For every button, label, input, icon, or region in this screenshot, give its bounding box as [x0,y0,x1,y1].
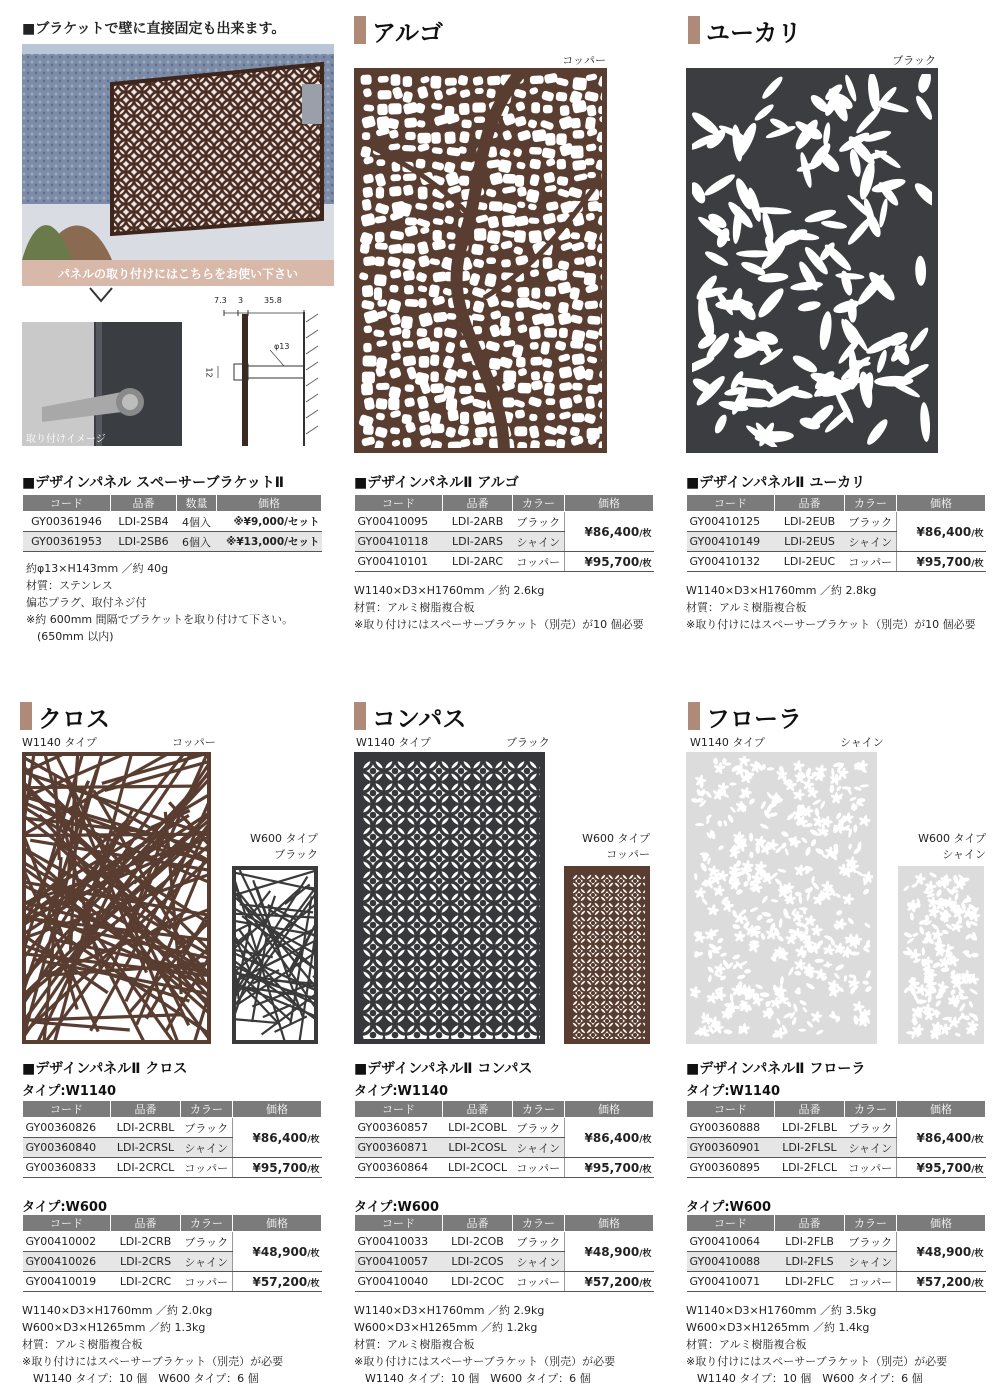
col-header: 価格 [897,1215,986,1232]
cell-part: LDI-2FLCL [775,1158,845,1178]
flora-color-small: シャイン [942,848,986,861]
table-row [355,1118,654,1138]
col-header: コード [23,1101,111,1118]
eucalyptus-title: ■デザインパネルⅡ ユーカリ [686,475,866,491]
note-line: W1140×D3×H1760mm ／約 2.8kg [686,584,877,597]
price-unit: /枚 [971,1278,984,1289]
dim-3: 35.8 [264,296,282,305]
cell-color: コッパー [181,1272,233,1292]
cell-code: GY00410019 [23,1272,111,1292]
cell-part: LDI-2EUS [775,532,845,552]
cross-type1: タイプ:W1140 [22,1084,117,1099]
price-value: ¥95,700 [584,554,640,569]
cell-color: コッパー [513,1272,565,1292]
bracket-notes [26,560,293,645]
price-value: ¥95,700 [252,1160,308,1175]
price-unit: /枚 [639,1278,652,1289]
cell-code: GY00360833 [23,1158,111,1178]
table-row [687,1232,986,1252]
cell-price [565,512,654,552]
cell-price [897,1232,986,1272]
cell-price [565,552,654,572]
col-code: コード [23,495,111,512]
cross-color-big: コッパー [172,736,216,749]
cell-color: コッパー [513,1158,565,1178]
col-header: カラー [845,1215,897,1232]
cell-price [897,512,986,552]
bracket-banner: パネルの取り付けにはこちらをお使い下さい [22,260,334,286]
note-line: ※取り付けにはスペーサーブラケット（別売）が必要 [22,1355,284,1368]
cell-color: シャイン [845,1252,897,1272]
note-line: W600×D3×H1265mm ／約 1.3kg [22,1321,206,1334]
note-line: W1140×D3×H1760mm ／約 3.5kg [686,1304,877,1317]
cell-color: コッパー [845,1272,897,1292]
compass-table-w600 [354,1214,654,1292]
price-value: ¥95,700 [916,554,972,569]
note-line: 材質：アルミ樹脂複合板 [354,1338,475,1351]
cell-code: GY00410057 [355,1252,443,1272]
eucalyptus-color-label: ブラック [892,54,936,67]
cell-color: コッパー [513,552,565,572]
cell-part: LDI-2SB4 [111,512,177,532]
cell-code: GY00360901 [687,1138,775,1158]
chevron-down-icon [88,286,114,308]
compass-title: ■デザインパネルⅡ コンパス [354,1061,533,1077]
note-line: ※取り付けにはスペーサーブラケット（別売）が必要 [686,1355,948,1368]
cell-color: シャイン [513,1252,565,1272]
price-value: ¥86,400 [252,1130,308,1145]
note-line: W1140×D3×H1760mm ／約 2.6kg [354,584,545,597]
note-line: W1140×D3×H1760mm ／約 2.0kg [22,1304,213,1317]
cell-part: LDI-2ARS [443,532,513,552]
cell-color: シャイン [845,1138,897,1158]
col-header: コード [23,1215,111,1232]
section-marker [20,702,32,730]
cell-color: ブラック [513,1118,565,1138]
col-price: 価格 [217,495,322,512]
cell-code: GY00410040 [355,1272,443,1292]
section-name: コンパス [372,704,467,733]
cell-part: LDI-2FLB [775,1232,845,1252]
cell-part: LDI-2CRC [111,1272,181,1292]
cell-code: GY00360871 [355,1138,443,1158]
compass-type2: タイプ:W600 [354,1200,440,1215]
cell-code: GY00361953 [23,532,111,552]
note-line: W600×D3×H1265mm ／約 1.4kg [686,1321,870,1334]
note-line: (650mm 以内) [26,630,114,643]
bracket-photo [22,322,182,446]
flora-color-big: シャイン [840,736,884,749]
cell-color: ブラック [845,1232,897,1252]
cell-part: LDI-2FLSL [775,1138,845,1158]
table-row [355,1158,654,1178]
table-row [687,1118,986,1138]
cross-panel-small [232,866,318,1044]
col-header: 品番 [111,1215,181,1232]
compass-type1: タイプ:W1140 [354,1084,449,1099]
col-header: カラー [181,1215,233,1232]
cell-part: LDI-2EUB [775,512,845,532]
section-marker [688,702,700,730]
cross-type-big: W1140 タイプ [22,736,97,749]
col-header: 価格 [565,1101,654,1118]
cell-color: シャイン [181,1252,233,1272]
cell-code: GY00360895 [687,1158,775,1178]
cell-color: シャイン [181,1138,233,1158]
price-unit: /枚 [307,1248,320,1259]
cross-type-small: W600 タイプ [250,832,318,845]
cell-price [897,1158,986,1178]
cross-panel-image [22,752,211,1044]
col-header: カラー [513,1101,565,1118]
price-unit: /枚 [971,1164,984,1175]
section-marker [354,16,366,44]
note-line: W1140×D3×H1760mm ／約 2.9kg [354,1304,545,1317]
cell-color: コッパー [845,1158,897,1178]
note-line: ※取り付けにはスペーサーブラケット（別売）が必要 [354,1355,616,1368]
cell-part: LDI-2ARB [443,512,513,532]
compass-table-w1140 [354,1100,654,1178]
note-line: 偏芯プラグ、取付ネジ付 [26,596,147,609]
price-value: ¥48,900 [916,1244,972,1259]
price-unit: /枚 [639,1134,652,1145]
section-name: フローラ [706,704,802,733]
cell-part: LDI-2ARC [443,552,513,572]
col-header: カラー [845,495,897,512]
cross-color-small: ブラック [274,848,318,861]
col-header: カラー [845,1101,897,1118]
argo-color-label: コッパー [562,54,606,67]
price-value: ¥86,400 [584,1130,640,1145]
table-row [687,1272,986,1292]
flora-type-big: W1140 タイプ [690,736,765,749]
note-line: 材質：ステンレス [26,579,113,592]
cell-code: GY00360840 [23,1138,111,1158]
col-header: コード [687,495,775,512]
table-row [23,512,322,532]
col-header: 価格 [897,495,986,512]
bracket-photo-caption: 取り付けイメージ [26,434,106,445]
table-row [23,1232,322,1252]
note-line: 材質：アルミ樹脂複合板 [686,1338,807,1351]
cell-code: GY00410101 [355,552,443,572]
col-header: コード [687,1101,775,1118]
flora-panel-small [898,866,984,1044]
col-qty: 数量 [177,495,217,512]
wall-mount-photo [22,44,334,260]
price-value: ¥57,200 [916,1274,972,1289]
cell-part: LDI-2COC [443,1272,513,1292]
col-header: 品番 [775,1101,845,1118]
note-line: ※約 600mm 間隔でブラケットを取り付けて下さい。 [26,613,294,626]
table-row [687,552,986,572]
col-header: コード [355,1101,443,1118]
price-unit: /枚 [971,528,984,539]
cell-price [233,1158,322,1178]
compass-panel-image [354,752,545,1044]
col-header: カラー [513,1215,565,1232]
price-value: ¥86,400 [916,1130,972,1145]
price-unit: /枚 [971,1134,984,1145]
cell-color: コッパー [845,552,897,572]
cell-color: シャイン [513,1138,565,1158]
section-title-cross [20,700,110,732]
cell-part: LDI-2COS [443,1252,513,1272]
flora-type2: タイプ:W600 [686,1200,772,1215]
section-marker [688,16,700,44]
price-value: ¥57,200 [584,1274,640,1289]
cell-code: GY00410095 [355,512,443,532]
cell-price [233,1232,322,1272]
table-row [687,512,986,532]
note-line: 約φ13×H143mm ／約 40g [26,562,169,575]
note-line: W1140 タイプ：10 個 W600 タイプ：6 個 [22,1372,259,1385]
section-title-argo [354,14,443,46]
price-unit: /枚 [971,558,984,569]
section-name: クロス [38,704,110,733]
price-unit: /枚 [307,1134,320,1145]
bracket-diagram [196,294,326,446]
eucalyptus-notes [686,582,976,633]
col-header: 品番 [443,1215,513,1232]
section-title-flora [688,700,802,732]
compass-notes [354,1302,615,1387]
table-row [687,1158,986,1178]
section-name: ユーカリ [706,18,802,47]
cell-code: GY00410026 [23,1252,111,1272]
note-line: ※取り付けにはスペーサーブラケット（別売）が10 個必要 [354,618,644,631]
cell-qty: 4個入 [177,512,217,532]
price-value: ¥48,900 [584,1244,640,1259]
note-line: 材質：アルミ樹脂複合板 [354,601,475,614]
col-header: 価格 [565,1215,654,1232]
col-header: コード [687,1215,775,1232]
cell-code: GY00410002 [23,1232,111,1252]
section-marker [354,702,366,730]
price-value: ¥86,400 [916,524,972,539]
cell-price [565,1272,654,1292]
cell-color: ブラック [845,1118,897,1138]
note-line: 材質：アルミ樹脂複合板 [686,601,807,614]
cell-part: LDI-2COB [443,1232,513,1252]
flora-table-w600 [686,1214,986,1292]
cell-color: ブラック [513,512,565,532]
flora-type1: タイプ:W1140 [686,1084,781,1099]
table-row [355,552,654,572]
cell-part: LDI-2EUC [775,552,845,572]
cell-code: GY00410071 [687,1272,775,1292]
col-header: コード [355,495,443,512]
section-title-compass [354,700,466,732]
cell-part: LDI-2SB6 [111,532,177,552]
compass-color-big: ブラック [506,736,550,749]
cell-part: LDI-2COBL [443,1118,513,1138]
col-header: カラー [181,1101,233,1118]
cell-code: GY00410125 [687,512,775,532]
cell-price [897,552,986,572]
cell-code: GY00360857 [355,1118,443,1138]
bracket-header: ■ブラケットで壁に直接固定も出来ます。 [22,21,286,37]
cell-code: GY00360826 [23,1118,111,1138]
cell-part: LDI-2FLC [775,1272,845,1292]
note-line: 材質：アルミ樹脂複合板 [22,1338,143,1351]
cell-price [233,1118,322,1158]
cell-color: シャイン [513,532,565,552]
cell-color: コッパー [181,1158,233,1178]
cell-price: ※¥13,000/セット [217,532,322,552]
table-row [23,1272,322,1292]
price-unit: /枚 [639,1248,652,1259]
note-line: W1140 タイプ：10 個 W600 タイプ：6 個 [686,1372,923,1385]
cross-title: ■デザインパネルⅡ クロス [22,1061,188,1077]
note-line: W1140 タイプ：10 個 W600 タイプ：6 個 [354,1372,591,1385]
table-row [355,1232,654,1252]
cell-price [897,1272,986,1292]
col-header: 価格 [897,1101,986,1118]
col-header: コード [355,1215,443,1232]
cell-price [233,1272,322,1292]
price-unit: /枚 [639,1164,652,1175]
table-row [23,1118,322,1138]
cross-type2: タイプ:W600 [22,1200,108,1215]
cell-price: ※¥9,000/セット [217,512,322,532]
cell-code: GY00410118 [355,532,443,552]
col-part: 品番 [111,495,177,512]
cell-part: LDI-2FLBL [775,1118,845,1138]
bracket-title: ■デザインパネル スペーサーブラケットⅡ [22,475,284,491]
cell-color: シャイン [845,532,897,552]
cell-color: ブラック [181,1118,233,1138]
eucalyptus-panel-image [686,68,938,453]
cell-code: GY00360888 [687,1118,775,1138]
table-row [355,512,654,532]
cell-price [897,1118,986,1158]
cell-part: LDI-2CRSL [111,1138,181,1158]
compass-type-big: W1140 タイプ [356,736,431,749]
cell-part: LDI-2CRB [111,1232,181,1252]
argo-title: ■デザインパネルⅡ アルゴ [354,475,519,491]
compass-panel-small [564,866,650,1044]
cell-color: ブラック [181,1232,233,1252]
cross-notes [22,1302,283,1387]
cell-color: ブラック [845,512,897,532]
note-line: ※取り付けにはスペーサーブラケット（別売）が10 個必要 [686,618,976,631]
cell-part: LDI-2FLS [775,1252,845,1272]
note-line: W600×D3×H1265mm ／約 1.2kg [354,1321,538,1334]
compass-color-small: コッパー [606,848,650,861]
dim-2: 3 [238,296,244,305]
price-value: ¥95,700 [916,1160,972,1175]
dim-5: φ13 [274,342,290,351]
flora-table-w1140 [686,1100,986,1178]
cell-code: GY00361946 [23,512,111,532]
table-row [355,1272,654,1292]
flora-type-small: W600 タイプ [918,832,986,845]
col-header: 品番 [775,1215,845,1232]
col-header: 価格 [233,1101,322,1118]
table-row [23,1158,322,1178]
price-unit: /枚 [971,1248,984,1259]
cell-code: GY00410088 [687,1252,775,1272]
col-header: 品番 [111,1101,181,1118]
col-header: カラー [513,495,565,512]
cell-price [565,1232,654,1272]
cell-code: GY00410149 [687,532,775,552]
flora-panel-image [686,752,877,1044]
cell-code: GY00360864 [355,1158,443,1178]
col-header: 品番 [443,1101,513,1118]
compass-type-small: W600 タイプ [582,832,650,845]
cell-part: LDI-2CRBL [111,1118,181,1138]
cell-code: GY00410064 [687,1232,775,1252]
argo-panel-image [354,68,607,453]
price-value: ¥57,200 [252,1274,308,1289]
table-row [23,532,322,552]
cell-price [565,1158,654,1178]
section-title-eucalyptus [688,14,802,46]
cross-table-w1140 [22,1100,322,1178]
cell-part: LDI-2CRS [111,1252,181,1272]
eucalyptus-table [686,494,986,572]
price-unit: /枚 [639,558,652,569]
col-header: 価格 [565,495,654,512]
cell-part: LDI-2COSL [443,1138,513,1158]
section-name: アルゴ [372,18,444,47]
argo-table [354,494,654,572]
price-unit: /枚 [639,528,652,539]
cross-table-w600 [22,1214,322,1292]
col-header: 品番 [443,495,513,512]
bracket-table [22,494,322,552]
cell-part: LDI-2COCL [443,1158,513,1178]
cell-color: ブラック [513,1232,565,1252]
price-value: ¥95,700 [584,1160,640,1175]
dim-4: 12 [204,367,214,378]
flora-title: ■デザインパネルⅡ フローラ [686,1061,866,1077]
cell-code: GY00410132 [687,552,775,572]
col-header: 価格 [233,1215,322,1232]
price-value: ¥86,400 [584,524,640,539]
cell-part: LDI-2CRCL [111,1158,181,1178]
cell-price [565,1118,654,1158]
col-header: 品番 [775,495,845,512]
cell-code: GY00410033 [355,1232,443,1252]
cell-qty: 6個入 [177,532,217,552]
argo-notes [354,582,644,633]
price-unit: /枚 [307,1278,320,1289]
flora-notes [686,1302,947,1387]
price-value: ¥48,900 [252,1244,308,1259]
price-unit: /枚 [307,1164,320,1175]
dim-1: 7.3 [214,296,227,305]
